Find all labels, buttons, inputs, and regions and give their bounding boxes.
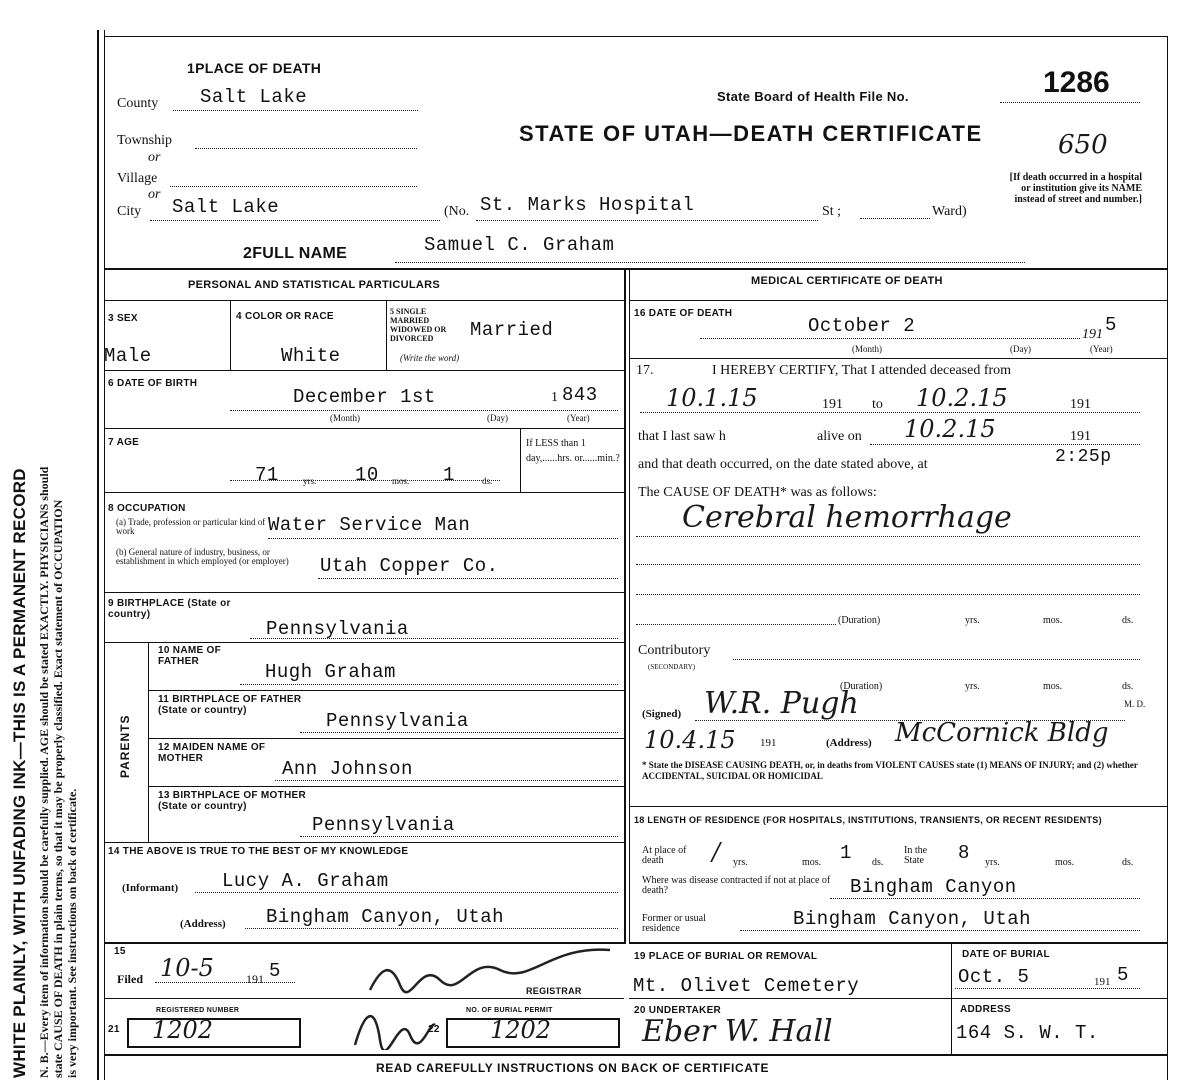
signed-label: (Signed) xyxy=(642,708,682,720)
color-value: White xyxy=(281,345,341,367)
year-caption: (Year) xyxy=(567,413,590,423)
occupation-label: 8 OCCUPATION xyxy=(108,503,186,514)
sex-label: 3 SEX xyxy=(108,313,138,324)
township-label: Township xyxy=(117,133,173,148)
day-caption: (Day) xyxy=(1010,344,1031,354)
year-prefix: 191 xyxy=(1070,429,1091,444)
father-birthplace-value: Pennsylvania xyxy=(326,710,469,732)
ds-caption: ds. xyxy=(1122,615,1134,626)
marital-note: (Write the word) xyxy=(400,353,460,363)
in-state-label: In the State xyxy=(904,845,928,866)
md-caption: M. D. xyxy=(1124,699,1146,709)
instruction-note-2: state CAUSE OF DEATH in plain terms, so that it may be properly classified. Exact statement of OCCUPATION xyxy=(51,499,65,1078)
mother-birthplace-label: 13 BIRTHPLACE OF MOTHER (State or country) xyxy=(158,790,307,812)
day-caption: (Day) xyxy=(487,413,508,423)
informant-value: Lucy A. Graham xyxy=(222,870,389,892)
age-days: 1 xyxy=(443,464,455,486)
mos-caption: mos. xyxy=(802,857,822,868)
true-statement-label: 14 THE ABOVE IS TRUE TO THE BEST OF MY KNOWLEDGE xyxy=(108,846,409,857)
physician-signature: W.R. Pugh xyxy=(704,686,859,721)
century-prefix: 1 xyxy=(551,390,558,405)
filed-number-label: 15 xyxy=(114,946,126,957)
file-number: 1286 xyxy=(1043,66,1110,99)
mos-caption: mos. xyxy=(1043,615,1063,626)
occupation-a-value: Water Service Man xyxy=(268,514,471,536)
mother-name-label: 12 MAIDEN NAME OF MOTHER xyxy=(158,742,266,764)
informant-address-label: (Address) xyxy=(180,918,226,930)
filed-label: Filed xyxy=(117,972,143,986)
age-years: 71 xyxy=(255,464,279,486)
year-prefix: 191 xyxy=(246,972,264,986)
burial-place-value: Mt. Olivet Cemetery xyxy=(633,975,860,997)
hospital-value: St. Marks Hospital xyxy=(480,194,695,216)
registered-number-value: 1202 xyxy=(152,1016,214,1044)
year-prefix: 191 xyxy=(1094,976,1111,988)
color-label: 4 COLOR OR RACE xyxy=(236,311,334,322)
secondary-label: (SECONDARY) xyxy=(648,663,696,671)
father-name-value: Hugh Graham xyxy=(265,661,396,683)
mos-caption: mos. xyxy=(392,476,410,486)
informant-label: (Informant) xyxy=(122,882,179,894)
file-no-label: State Board of Health File No. xyxy=(717,89,909,104)
ward-label: Ward) xyxy=(932,204,967,219)
duration-caption: (Duration) xyxy=(840,681,883,692)
year-caption: (Year) xyxy=(1090,344,1113,354)
birth-year-value: 843 xyxy=(562,384,598,406)
ds-caption: ds. xyxy=(482,476,493,486)
certify-number: 17. xyxy=(636,363,654,378)
attended-from: 10.1.15 xyxy=(666,384,758,412)
undertaker-address-label: ADDRESS xyxy=(960,1004,1011,1015)
father-birthplace-label: 11 BIRTHPLACE OF FATHER (State or country) xyxy=(158,694,302,716)
footer-instructions: READ CAREFULLY INSTRUCTIONS ON BACK OF CERTIFICATE xyxy=(376,1061,770,1075)
occupation-a-label: (a) Trade, profession or particular kind of work xyxy=(116,517,266,536)
death-date-label: 16 DATE OF DEATH xyxy=(634,308,733,319)
burial-place-label: 19 PLACE OF BURIAL OR REMOVAL xyxy=(634,951,818,962)
birth-date-label: 6 DATE OF BIRTH xyxy=(108,378,198,389)
ds-caption: ds. xyxy=(1122,857,1134,868)
contributory-label: Contributory xyxy=(638,643,711,658)
month-caption: (Month) xyxy=(852,344,882,354)
last-saw-date: 10.2.15 xyxy=(904,415,996,443)
year-prefix: 191 xyxy=(1082,327,1103,342)
contracted-label: Where was disease contracted if not at place of death? xyxy=(642,875,831,896)
county-value: Salt Lake xyxy=(200,86,308,108)
burial-permit-value: 1202 xyxy=(490,1016,552,1044)
burial-date-value: Oct. 5 xyxy=(958,966,1030,988)
filed-year: 5 xyxy=(269,960,281,982)
personal-section-title: PERSONAL AND STATISTICAL PARTICULARS xyxy=(188,279,440,291)
certify-text: I HEREBY CERTIFY, That I attended deceased from xyxy=(712,363,1012,378)
to-label: to xyxy=(872,397,883,412)
at-place-years-mark: / xyxy=(712,838,721,866)
handwritten-number: 650 xyxy=(1058,130,1108,160)
undertaker-signature: Eber W. Hall xyxy=(642,1014,833,1049)
instruction-note-3: is very important. See instructions on back of certificate. xyxy=(65,788,79,1078)
occupation-b-value: Utah Copper Co. xyxy=(320,555,499,577)
physician-address-label: (Address) xyxy=(826,737,872,749)
full-name-label: 2FULL NAME xyxy=(243,245,348,262)
in-state-years: 8 xyxy=(958,842,970,864)
hospital-note: [If death occurred in a hospital or institution give its NAME instead of street and number.] xyxy=(1009,172,1142,205)
less-than-note: If LESS than 1 day,......hrs. or......min.? xyxy=(526,438,620,464)
ds-caption: ds. xyxy=(872,857,884,868)
father-name-label: 10 NAME OF FATHER xyxy=(158,645,222,667)
sex-value: Male xyxy=(104,345,152,367)
age-label: 7 AGE xyxy=(108,437,140,448)
undertaker-address-value: 164 S. W. T. xyxy=(956,1022,1099,1044)
death-year-value: 5 xyxy=(1105,314,1117,336)
village-label: Village xyxy=(117,171,158,186)
registered-number-label: REGISTERED NUMBER xyxy=(156,1007,240,1014)
sign-date: 10.4.15 xyxy=(644,726,736,754)
last-saw-text: that I last saw h xyxy=(638,429,726,444)
year-prefix: 191 xyxy=(1070,397,1091,412)
place-of-death-label: 1PLACE OF DEATH xyxy=(187,60,322,76)
last-saw-text-2: alive on xyxy=(817,429,862,444)
parents-label: PARENTS xyxy=(118,714,132,778)
registered-number-prefix: 21 xyxy=(108,1024,120,1035)
yrs-caption: yrs. xyxy=(303,476,317,486)
yrs-caption: yrs. xyxy=(965,681,980,692)
burial-permit-prefix: 22 xyxy=(428,1024,440,1035)
mother-name-value: Ann Johnson xyxy=(282,758,413,780)
ds-caption: ds. xyxy=(1122,681,1134,692)
death-occurred-text: and that death occurred, on the date stated above, at xyxy=(638,457,928,472)
filed-date: 10-5 xyxy=(160,954,214,982)
mos-caption: mos. xyxy=(1055,857,1075,868)
yrs-caption: yrs. xyxy=(965,615,980,626)
birthplace-label: 9 BIRTHPLACE (State or country) xyxy=(108,598,231,620)
no-label: (No. xyxy=(444,204,470,219)
registrar-label: REGISTRAR xyxy=(526,986,582,996)
medical-section-title: MEDICAL CERTIFICATE OF DEATH xyxy=(751,275,943,287)
month-caption: (Month) xyxy=(330,413,360,423)
attended-to: 10.2.15 xyxy=(916,384,1008,412)
birthplace-value: Pennsylvania xyxy=(266,618,409,640)
residence-label: 18 LENGTH OF RESIDENCE (FOR HOSPITALS, INSTITUTIONS, TRANSIENTS, OR RECENT RESIDENTS) xyxy=(634,815,1102,825)
burial-year-value: 5 xyxy=(1117,964,1129,986)
burial-permit-label: NO. OF BURIAL PERMIT xyxy=(466,1007,553,1014)
or-text: or xyxy=(148,150,161,165)
at-place-label: At place of death xyxy=(642,845,687,866)
sign-date-suffix: 191 xyxy=(760,737,777,749)
mother-birthplace-value: Pennsylvania xyxy=(312,814,455,836)
contracted-value: Bingham Canyon xyxy=(850,876,1017,898)
instruction-note-1: N. B.—Every item of information should be carefully supplied. AGE should be stated EXACTLY. PHYSICIANS should xyxy=(37,466,51,1078)
birth-date-value: December 1st xyxy=(293,386,436,408)
permanent-record-note: WHITE PLAINLY, WITH UNFADING INK—THIS IS A PERMANENT RECORD xyxy=(10,468,29,1078)
yrs-caption: yrs. xyxy=(733,857,748,868)
former-residence-label: Former or usual residence xyxy=(642,913,706,934)
age-months: 10 xyxy=(355,464,379,486)
death-date-value: October 2 xyxy=(808,315,916,337)
physician-address: McCornick Bldg xyxy=(895,718,1109,748)
death-time: 2:25p xyxy=(1055,447,1112,467)
city-label: City xyxy=(117,204,142,219)
burial-date-label: DATE OF BURIAL xyxy=(962,949,1050,960)
at-place-months: 1 xyxy=(840,842,852,864)
st-label: St ; xyxy=(822,204,842,219)
cause-label: The CAUSE OF DEATH* was as follows: xyxy=(638,485,877,500)
undertaker-label: 20 UNDERTAKER xyxy=(634,1005,722,1016)
cause-value: Cerebral hemorrhage xyxy=(682,500,1012,535)
marital-value: Married xyxy=(470,319,554,341)
informant-address-value: Bingham Canyon, Utah xyxy=(266,906,505,928)
marital-label: 5 SINGLE MARRIED WIDOWED OR DIVORCED xyxy=(390,307,447,343)
year-prefix: 191 xyxy=(822,397,843,412)
or-text: or xyxy=(148,187,161,202)
occupation-b-label: (b) General nature of industry, business, or establishment in which employed (or employer) xyxy=(116,547,289,566)
certificate-title: STATE OF UTAH—DEATH CERTIFICATE xyxy=(519,121,983,146)
registrar-initial-signature xyxy=(350,1000,440,1050)
full-name-value: Samuel C. Graham xyxy=(424,234,615,256)
cause-instruction-note: * State the DISEASE CAUSING DEATH, or, in deaths from VIOLENT CAUSES state (1) MEANS OF INJURY; and (2) whether ACCIDENTAL, SUICIDAL OR HOMICIDAL xyxy=(642,760,1138,781)
mos-caption: mos. xyxy=(1043,681,1063,692)
duration-caption: (Duration) xyxy=(838,615,881,626)
yrs-caption: yrs. xyxy=(985,857,1000,868)
city-value: Salt Lake xyxy=(172,196,280,218)
county-label: County xyxy=(117,96,159,111)
former-residence-value: Bingham Canyon, Utah xyxy=(793,908,1032,930)
